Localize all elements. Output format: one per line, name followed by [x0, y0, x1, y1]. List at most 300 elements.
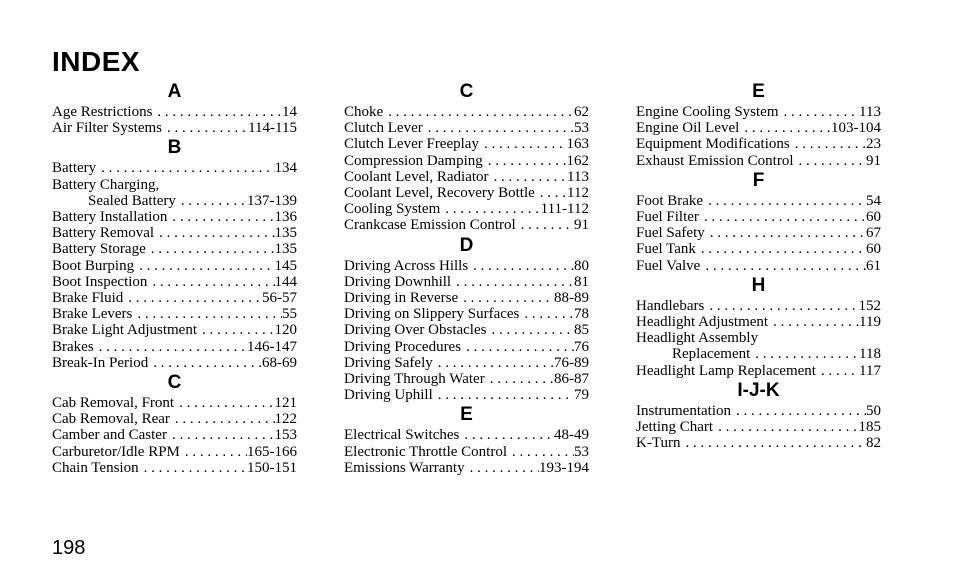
entry-term: Clutch Lever Freeplay	[344, 136, 479, 153]
index-entry	[344, 290, 589, 306]
index-entry	[52, 427, 297, 443]
entry-term: Exhaust Emission Control	[636, 152, 794, 169]
dot-leader	[739, 120, 831, 136]
entry-page-ref: 61	[866, 257, 881, 274]
dot-leader	[147, 274, 274, 290]
entry-page-ref: 121	[274, 395, 297, 412]
entry-line	[636, 435, 881, 451]
index-entry	[52, 339, 297, 355]
entry-page-ref: 60	[866, 209, 881, 226]
entry-term: Age Restrictions	[52, 104, 153, 120]
entry-term: Air Filter Systems	[52, 120, 163, 137]
dot-leader	[154, 225, 274, 241]
entry-line	[344, 201, 589, 217]
section-heading: E	[460, 404, 473, 426]
entry-line	[636, 153, 881, 169]
index-entry	[344, 217, 589, 233]
entry-term: Headlight Lamp Replacement	[636, 362, 816, 379]
entry-page-ref: 23	[866, 136, 881, 153]
index-entry	[636, 363, 881, 379]
dot-leader	[132, 306, 282, 322]
index-entry	[52, 460, 297, 476]
entry-line	[344, 427, 589, 443]
index-entry	[344, 120, 589, 136]
entry-page-ref: 68-69	[262, 354, 297, 371]
section-heading: E	[752, 81, 765, 102]
index-section	[344, 403, 589, 476]
section-heading: I-J-K	[737, 379, 780, 401]
index-section	[344, 80, 589, 234]
dot-leader	[705, 225, 866, 241]
entry-page-ref: 113	[859, 104, 881, 120]
entry-term: Battery Charging,	[52, 176, 160, 193]
entry-line	[636, 104, 881, 120]
entry-page-ref: 60	[866, 241, 881, 258]
entry-line	[636, 209, 881, 225]
index-entry	[52, 225, 297, 241]
index-entry	[636, 241, 881, 257]
dot-leader	[162, 120, 248, 136]
index-entry	[636, 403, 881, 419]
entry-page-ref: 56-57	[262, 290, 297, 307]
dot-leader	[465, 460, 539, 476]
section-heading: C	[167, 372, 182, 394]
dot-leader	[123, 290, 262, 306]
entry-term: Boot Inspection	[52, 273, 148, 290]
dot-leader	[152, 104, 282, 120]
index-entry	[344, 444, 589, 460]
entry-line	[344, 153, 589, 169]
index-column-3	[636, 80, 881, 451]
index-entry	[636, 419, 881, 435]
index-entry	[344, 169, 589, 185]
dot-leader	[148, 355, 262, 371]
entry-term: Foot Brake	[636, 192, 704, 209]
page-number: 198	[52, 537, 86, 559]
index-entry	[344, 153, 589, 169]
dot-leader	[433, 387, 574, 403]
section-heading: D	[459, 234, 474, 256]
index-entry	[636, 330, 881, 362]
index-entry	[52, 444, 297, 460]
entry-line	[52, 322, 297, 338]
dot-leader	[794, 153, 867, 169]
dot-leader	[485, 371, 554, 387]
entry-page-ref: 50	[866, 402, 881, 419]
entry-term: Crankcase Emission Control	[344, 217, 516, 234]
section-heading: F	[752, 169, 765, 191]
index-entry	[52, 274, 297, 290]
entry-page-ref: 135	[274, 241, 297, 258]
dot-leader	[750, 346, 859, 362]
dot-leader	[96, 160, 274, 176]
index-section	[636, 379, 881, 452]
dot-leader	[700, 258, 866, 274]
dot-leader	[94, 339, 247, 355]
dot-leader	[519, 306, 574, 322]
entry-page-ref: 91	[866, 152, 881, 169]
index-entry	[52, 120, 297, 136]
entry-page-ref: 53	[574, 120, 589, 137]
entry-term: Brake Fluid	[52, 290, 124, 307]
index-entry	[52, 306, 297, 322]
index-entry	[636, 258, 881, 274]
entry-line	[52, 258, 297, 274]
entry-page-ref: 152	[858, 297, 881, 314]
entry-page-ref: 113	[567, 168, 589, 185]
entry-line	[52, 274, 297, 290]
entry-term: Jetting Chart	[636, 419, 714, 436]
entry-page-ref: 145	[274, 257, 297, 274]
index-entry	[344, 274, 589, 290]
dot-leader	[459, 427, 554, 443]
dot-leader	[696, 241, 866, 257]
dot-leader	[479, 136, 567, 152]
entry-line	[344, 355, 589, 371]
entry-line	[52, 339, 297, 355]
entry-page-ref: 135	[274, 225, 297, 242]
entry-term: Driving Uphill	[344, 387, 433, 404]
entry-line	[344, 169, 589, 185]
index-entry	[344, 136, 589, 152]
index-entry	[344, 322, 589, 338]
entry-term: Fuel Safety	[636, 225, 705, 242]
entry-page-ref: 67	[866, 225, 881, 242]
entry-page-ref: 153	[274, 427, 297, 444]
dot-leader	[486, 322, 574, 338]
entry-line	[344, 290, 589, 306]
index-section	[344, 234, 589, 404]
entry-line	[636, 298, 881, 314]
entry-line	[52, 290, 297, 306]
entry-term: Coolant Level, Radiator	[344, 168, 489, 185]
entry-line	[344, 185, 589, 201]
entry-line	[344, 387, 589, 403]
entry-line	[636, 193, 881, 209]
index-section	[52, 371, 297, 476]
entry-term: Engine Oil Level	[636, 120, 740, 137]
entry-page-ref: 144	[274, 273, 297, 290]
entry-term: Electrical Switches	[344, 427, 460, 444]
entry-page-ref: 48-49	[554, 427, 589, 444]
page-title: INDEX	[52, 46, 141, 77]
dot-leader	[174, 395, 274, 411]
entry-page-ref: 146-147	[247, 338, 297, 355]
dot-leader	[713, 419, 858, 435]
entry-line	[52, 427, 297, 443]
entry-line	[636, 258, 881, 274]
dot-leader	[790, 136, 866, 152]
entry-page-ref: 91	[574, 217, 589, 234]
entry-page-ref: 117	[859, 362, 881, 379]
dot-leader	[461, 339, 574, 355]
entry-page-ref: 14	[282, 104, 297, 120]
index-entry	[52, 395, 297, 411]
dot-leader	[699, 209, 866, 225]
entry-term: Emissions Warranty	[344, 459, 465, 476]
entry-page-ref: 76-89	[554, 354, 589, 371]
entry-page-ref: 76	[574, 338, 589, 355]
entry-page-ref: 80	[574, 257, 589, 274]
index-entry	[636, 209, 881, 225]
entry-page-ref: 55	[282, 306, 297, 323]
entry-page-ref: 150-151	[247, 459, 297, 476]
dot-leader	[483, 153, 567, 169]
entry-term: Fuel Valve	[636, 257, 701, 274]
entry-page-ref: 86-87	[554, 371, 589, 388]
dot-leader	[134, 258, 274, 274]
index-entry	[344, 387, 589, 403]
dot-leader	[458, 290, 554, 306]
entry-page-ref: 163	[566, 136, 589, 153]
entry-term: Battery Removal	[52, 225, 155, 242]
entry-line	[344, 120, 589, 136]
index-column-1	[52, 80, 297, 476]
entry-term: Chain Tension	[52, 459, 139, 476]
dot-leader	[680, 435, 866, 451]
index-entry	[344, 185, 589, 201]
entry-line	[344, 258, 589, 274]
entry-term: Driving Safely	[344, 354, 433, 371]
entry-line	[344, 444, 589, 460]
entry-line	[52, 104, 297, 120]
entry-term: Electronic Throttle Control	[344, 443, 508, 460]
dot-leader	[489, 169, 568, 185]
entry-page-ref: 122	[274, 411, 297, 428]
entry-term: Battery Installation	[52, 209, 168, 226]
section-heading: A	[167, 81, 182, 102]
entry-term: Handlebars	[636, 297, 705, 314]
index-entry	[344, 201, 589, 217]
section-heading: B	[167, 137, 182, 159]
index-section	[636, 80, 881, 169]
entry-term: Fuel Tank	[636, 241, 696, 258]
dot-leader	[731, 403, 866, 419]
dot-leader	[180, 444, 247, 460]
index-entry	[344, 355, 589, 371]
index-entry	[52, 160, 297, 176]
index-entry	[636, 298, 881, 314]
entry-line	[344, 104, 589, 120]
index-entry	[52, 355, 297, 371]
dot-leader	[440, 201, 540, 217]
dot-leader	[383, 104, 574, 120]
dot-leader	[535, 185, 567, 201]
entry-term: Break-In Period	[52, 354, 149, 371]
entry-term: Compression Damping	[344, 152, 483, 169]
entry-term: Cooling System	[344, 201, 441, 218]
dot-leader	[167, 427, 275, 443]
entry-line	[636, 225, 881, 241]
entry-page-ref: 81	[574, 273, 589, 290]
entry-page-ref: 137-139	[247, 192, 297, 209]
entry-page-ref: 53	[574, 443, 589, 460]
entry-line	[636, 363, 881, 379]
entry-line	[52, 193, 297, 209]
index-entry	[636, 136, 881, 152]
entry-subterm: Replacement	[672, 346, 751, 363]
entry-term: Cab Removal, Rear	[52, 411, 170, 428]
entry-line	[344, 339, 589, 355]
entry-term: Headlight Assembly	[636, 330, 759, 347]
index-entry	[636, 225, 881, 241]
entry-page-ref: 162	[566, 152, 589, 169]
entry-line	[344, 306, 589, 322]
entry-line	[344, 371, 589, 387]
entry-page-ref: 112	[567, 185, 589, 202]
entry-term: Brakes	[52, 338, 94, 355]
index-entry	[344, 339, 589, 355]
dot-leader	[146, 241, 275, 257]
entry-term: Boot Burping	[52, 257, 135, 274]
entry-page-ref: 185	[858, 419, 881, 436]
dot-leader	[704, 298, 858, 314]
entry-page-ref: 114-115	[248, 120, 297, 137]
dot-leader	[197, 322, 275, 338]
index-entry	[52, 258, 297, 274]
entry-term: Choke	[344, 104, 384, 120]
entry-term: Brake Levers	[52, 306, 133, 323]
entry-line	[52, 209, 297, 225]
entry-term: Instrumentation	[636, 402, 731, 419]
index-entry	[52, 209, 297, 225]
index-entry	[636, 193, 881, 209]
entry-page-ref: 118	[859, 346, 881, 363]
index-entry	[344, 460, 589, 476]
dot-leader	[516, 217, 574, 233]
entry-term: Driving Through Water	[344, 371, 485, 388]
entry-line	[636, 419, 881, 435]
entry-line	[344, 136, 589, 152]
index-entry	[344, 306, 589, 322]
entry-page-ref: 79	[574, 387, 589, 404]
dot-leader	[170, 411, 275, 427]
index-entry	[52, 177, 297, 209]
index-entry	[344, 258, 589, 274]
entry-term: Driving Over Obstacles	[344, 322, 487, 339]
dot-leader	[433, 355, 554, 371]
entry-page-ref: 111-112	[540, 201, 589, 218]
dot-leader	[176, 193, 247, 209]
index-entry	[52, 411, 297, 427]
entry-line	[344, 322, 589, 338]
index-entry	[636, 153, 881, 169]
entry-page-ref: 136	[274, 209, 297, 226]
entry-page-ref: 120	[274, 322, 297, 339]
index-entry	[636, 120, 881, 136]
entry-term: Clutch Lever	[344, 120, 423, 137]
entry-term: Carburetor/Idle RPM	[52, 443, 180, 460]
entry-page-ref: 193-194	[539, 459, 589, 476]
entry-line	[52, 411, 297, 427]
index-section	[636, 169, 881, 274]
entry-term: Driving Across Hills	[344, 257, 469, 274]
dot-leader	[507, 444, 574, 460]
index-column-2	[344, 80, 589, 476]
entry-term: Fuel Filter	[636, 209, 699, 226]
entry-term: Cab Removal, Front	[52, 395, 175, 412]
entry-term: Driving on Slippery Surfaces	[344, 306, 520, 323]
entry-subterm: Sealed Battery	[88, 192, 176, 209]
index-section	[52, 136, 297, 371]
entry-term: Battery	[52, 160, 97, 177]
entry-line	[636, 314, 881, 330]
index-entry	[52, 241, 297, 257]
dot-leader	[779, 104, 860, 120]
section-heading: H	[751, 274, 766, 296]
entry-term: Driving Procedures	[344, 338, 462, 355]
entry-line	[52, 120, 297, 136]
entry-term: Equipment Modifications	[636, 136, 790, 153]
dot-leader	[451, 274, 574, 290]
entry-line	[52, 444, 297, 460]
entry-line	[52, 460, 297, 476]
entry-line	[52, 306, 297, 322]
entry-term: K-Turn	[636, 435, 681, 452]
entry-line	[52, 241, 297, 257]
entry-line	[344, 274, 589, 290]
entry-term: Engine Cooling System	[636, 104, 779, 120]
entry-page-ref: 165-166	[247, 443, 297, 460]
entry-page-ref: 119	[859, 314, 881, 331]
dot-leader	[703, 193, 866, 209]
index-entry	[344, 427, 589, 443]
entry-page-ref: 78	[574, 306, 589, 323]
entry-page-ref: 88-89	[554, 290, 589, 307]
entry-line	[52, 160, 297, 176]
entry-page-ref: 103-104	[831, 120, 881, 137]
entry-line	[344, 460, 589, 476]
dot-leader	[768, 314, 859, 330]
index-entry	[344, 371, 589, 387]
entry-line	[52, 395, 297, 411]
section-heading: C	[459, 81, 474, 102]
dot-leader	[139, 460, 247, 476]
entry-line	[52, 225, 297, 241]
entry-line	[636, 136, 881, 152]
entry-page-ref: 85	[574, 322, 589, 339]
index-section	[52, 80, 297, 136]
entry-term: Driving in Reverse	[344, 290, 459, 307]
entry-page-ref: 54	[866, 192, 881, 209]
index-entry	[636, 314, 881, 330]
entry-term: Brake Light Adjustment	[52, 322, 197, 339]
entry-term: Battery Storage	[52, 241, 146, 258]
index-entry	[52, 290, 297, 306]
index-entry	[636, 435, 881, 451]
index-section	[636, 274, 881, 379]
entry-line	[636, 403, 881, 419]
index-entry	[52, 104, 297, 120]
index-entry	[636, 104, 881, 120]
entry-term: Camber and Caster	[52, 427, 167, 444]
entry-page-ref: 62	[574, 104, 589, 120]
dot-leader	[167, 209, 274, 225]
entry-line	[636, 346, 881, 362]
dot-leader	[816, 363, 859, 379]
entry-line	[52, 355, 297, 371]
dot-leader	[468, 258, 574, 274]
entry-line	[636, 120, 881, 136]
entry-term: Driving Downhill	[344, 273, 452, 290]
entry-page-ref: 82	[866, 435, 881, 452]
entry-line	[344, 217, 589, 233]
index-entry	[344, 104, 589, 120]
entry-page-ref: 134	[274, 160, 297, 177]
entry-term: Headlight Adjustment	[636, 314, 769, 331]
entry-term: Coolant Level, Recovery Bottle	[344, 185, 535, 202]
dot-leader	[423, 120, 574, 136]
